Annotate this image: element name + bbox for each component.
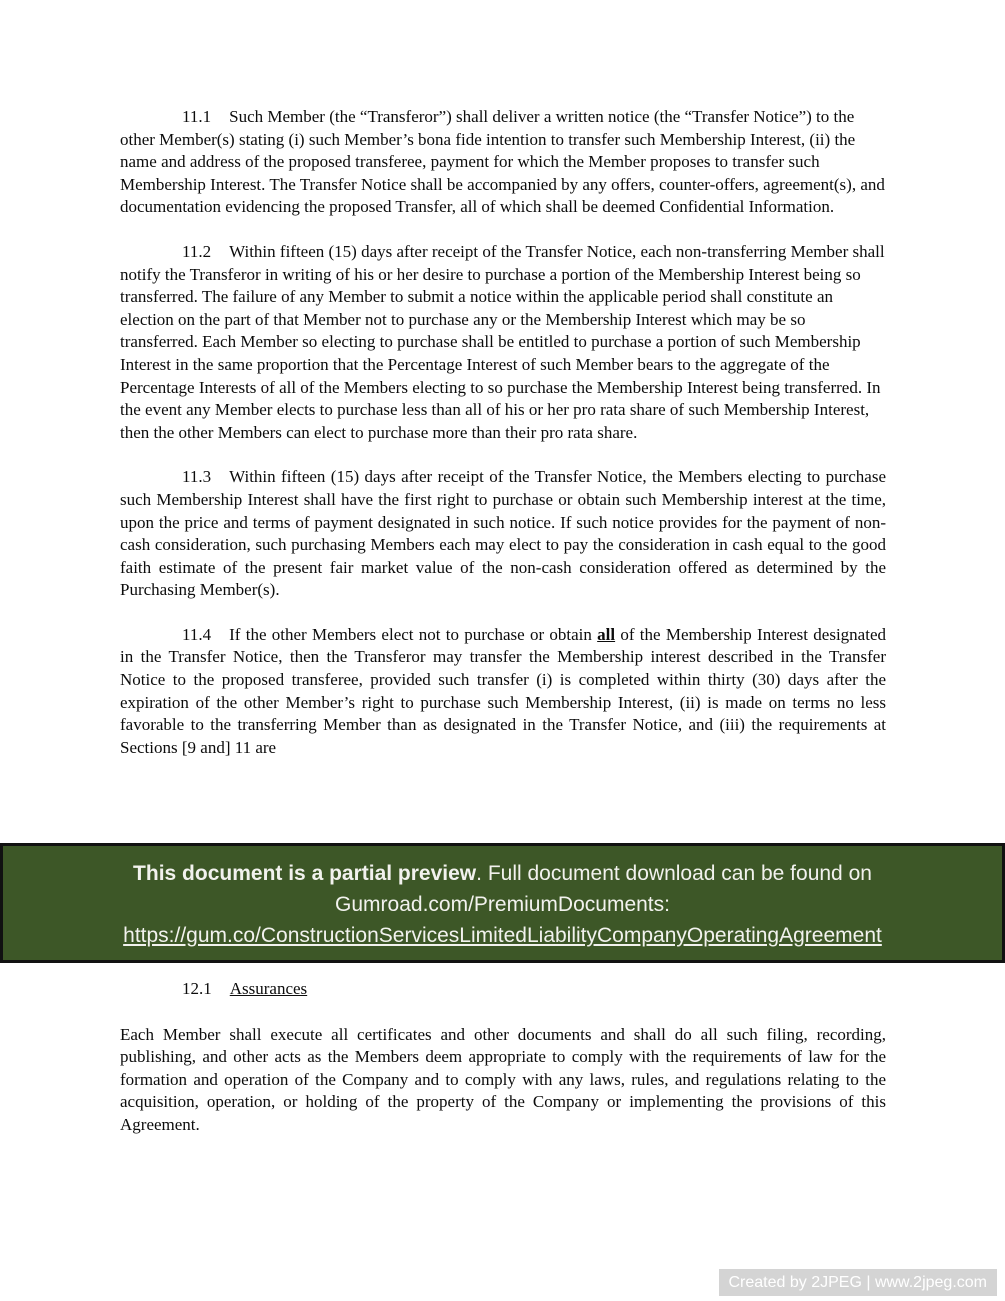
banner-line-1 (3, 858, 1002, 889)
section-heading-12-1 (120, 978, 886, 1001)
section-number: 11.1 (182, 107, 212, 126)
section-number: 11.3 (182, 467, 212, 487)
paragraph-text: Within fifteen (15) days after receipt of the Transfer Notice, each non-transferring Member shall notify the Transferor in writing of his or her desire to purchase a portion of the Membership Interest being so transferred. The failure of any Member to submit a notice within the applicable period shall constitute an election on the part of that Member not to purchase any or the Membership Interest which may be so transferred. Each Member so electing to purchase shall be entitled to purchase a portion of such Membership Interest in the same proportion that the Percentage Interest of such Member bears to the aggregate of the Percentage Interests of all of the Members electing to so purchase the Membership Interest being transferred. In the event any Member elects to purchase less than all of his or her pro rata share of such Membership Interest, then the other Members can elect to purchase more than their pro rata share. (120, 241, 885, 442)
banner-line-2: Gumroad.com/PremiumDocuments: (335, 893, 670, 916)
paragraph-11-4 (120, 624, 886, 760)
paragraph-11-3 (120, 466, 886, 602)
watermark-badge: Created by 2JPEG | www.2jpeg.com (719, 1269, 998, 1296)
section-number: 11.2 (182, 241, 212, 261)
section-title: Assurances (229, 979, 308, 998)
banner-rest-text: . Full document download can be found on (476, 862, 872, 885)
paragraph-text-before: If the other Members elect not to purchase or obtain (229, 624, 598, 644)
paragraph-text: Such Member (the “Transferor”) shall deliver a written notice (the “Transfer Notice”) to the other Member(s) stating (i) such Member’s bona fide intention to transfer such Membership Interest, (ii) the name and address of the proposed transferee, payment for which the Member proposes to transfer such Membership Interest. The Transfer Notice shall be accompanied by any offers, counter-offers, agreement(s), and documentation evidencing the proposed Transfer, all of which shall be deemed Confidential Information. (120, 107, 885, 217)
paragraph-text: Within fifteen (15) days after receipt of the Transfer Notice, the Members electing to purchase such Membership Interest shall have the first right to purchase or obtain such Membership interest at the time, upon the price and terms of payment designated in such notice. If such notice provides for the payment of non-cash consideration, such purchasing Members each may elect to pay the consideration in cash equal to the good faith estimate of the present fair market value of the non-cash consideration offered as determined by the Purchasing Member(s). (120, 467, 886, 600)
document-body-upper (120, 106, 886, 781)
document-body-lower (120, 978, 886, 1137)
preview-banner (0, 843, 1005, 963)
gumroad-link[interactable]: https://gum.co/ConstructionServicesLimitedLiabilityCompanyOperatingAgreement (123, 924, 882, 947)
paragraph-11-1 (120, 106, 886, 219)
banner-line-3 (3, 920, 1002, 951)
section-number: 11.4 (182, 624, 212, 644)
paragraph-12-1-body: Each Member shall execute all certificates and other documents and shall do all such filing, recording, publishing, and other acts as the Members deem appropriate to comply with the requirements of law for the formation and operation of the Company and to comply with any laws, rules, and regulations relating to the acquisition, operation, or holding of the property of the Company or implementing the provisions of this Agreement. (120, 1024, 886, 1134)
paragraph-text-after: of the Membership Interest designated in the Transfer Notice, then the Transferor may transfer the Membership interest described in the Transfer Notice to the proposed transferee, provided such transfer (i) is completed within thirty (30) days after the expiration of the other Member’s right to purchase such Membership Interest, (ii) is made on terms no less favorable to the transferring Member than as designated in the Transfer Notice, and (iii) the requirements at Sections [9 and] 11 are (120, 624, 886, 757)
banner-bold-text: This document is a partial preview (133, 862, 477, 885)
emphasized-word-all: all (597, 624, 616, 644)
paragraph-11-2 (120, 241, 886, 444)
section-number: 12.1 (182, 979, 212, 998)
